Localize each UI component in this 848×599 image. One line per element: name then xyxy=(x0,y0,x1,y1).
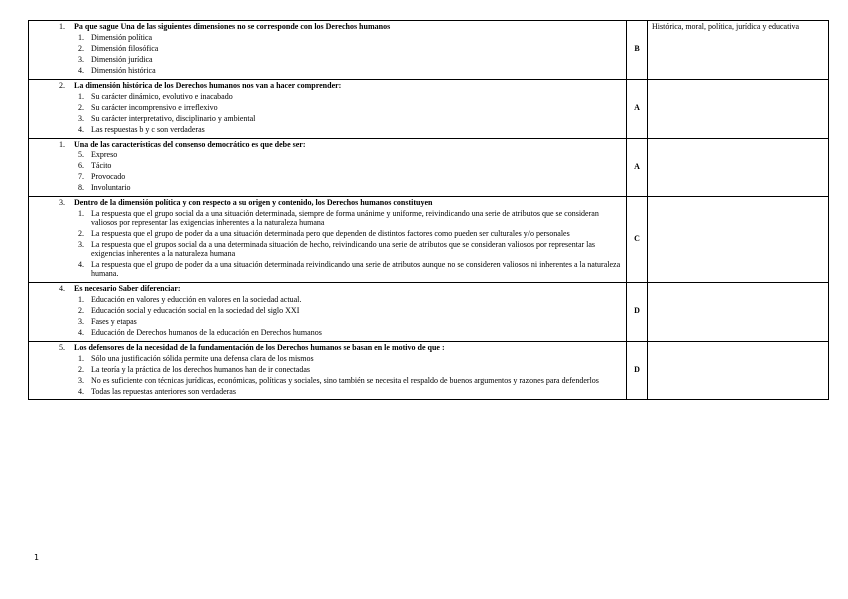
answer-letter: D xyxy=(627,341,648,400)
answer-letter: D xyxy=(627,282,648,341)
question-heading xyxy=(32,141,623,150)
option-text: Su carácter incomprensivo e irreflexivo xyxy=(91,102,218,112)
option-item xyxy=(32,388,623,397)
option-text: Fases y etapas xyxy=(91,316,137,326)
answer-note xyxy=(648,197,829,283)
option-item xyxy=(32,126,623,135)
question-text: La dimensión histórica de los Derechos humanos nos van a hacer comprender: xyxy=(74,80,342,90)
option-text: Involuntario xyxy=(91,183,131,193)
option-number: 3. xyxy=(78,240,84,250)
question-heading xyxy=(32,82,623,91)
option-text: Su carácter dinámico, evolutivo e inacabado xyxy=(91,91,233,101)
option-number: 4. xyxy=(78,386,84,396)
option-item xyxy=(32,261,623,279)
option-text: No es suficiente con técnicas jurídicas, económicas, políticas y sociales, sino también se necesita el respaldo de buenos argumentos y razones para defenderlos xyxy=(91,375,599,385)
option-item xyxy=(32,56,623,65)
question-number: 5. xyxy=(59,342,65,352)
question-heading xyxy=(32,199,623,208)
option-item xyxy=(32,329,623,338)
option-item xyxy=(32,173,623,182)
question-row xyxy=(29,282,829,341)
question-text: Es necesario Saber diferenciar: xyxy=(74,283,181,293)
option-item xyxy=(32,67,623,76)
option-text: Su carácter interpretativo, disciplinario y ambiental xyxy=(91,113,256,123)
question-cell xyxy=(29,138,627,197)
option-item xyxy=(32,210,623,228)
question-heading xyxy=(32,285,623,294)
option-text: Educación de Derechos humanos de la educación en Derechos humanos xyxy=(91,327,322,337)
option-text: Dimensión histórica xyxy=(91,65,156,75)
option-item xyxy=(32,355,623,364)
option-text: Dimensión filosófica xyxy=(91,43,159,53)
answer-note xyxy=(648,282,829,341)
option-number: 2. xyxy=(78,364,84,374)
option-text: Todas las repuestas anteriores son verdaderas xyxy=(91,386,236,396)
option-item xyxy=(32,296,623,305)
question-row xyxy=(29,21,829,80)
answer-letter: C xyxy=(627,197,648,283)
question-cell xyxy=(29,341,627,400)
option-number: 1. xyxy=(78,32,84,42)
option-item xyxy=(32,115,623,124)
option-text: Educación en valores y educción en valores en la sociedad actual. xyxy=(91,294,302,304)
question-text: Los defensores de la necesidad de la fundamentación de los Derechos humanos se basan en le motivo de que : xyxy=(74,342,445,352)
option-item xyxy=(32,45,623,54)
option-item xyxy=(32,307,623,316)
question-heading xyxy=(32,23,623,32)
option-text: La respuesta que el grupos social da a una determinada situación de hecho, reivindicando una serie de atributos que se consideran valiosos por representar las exigencias inherentes a la naturaleza humana xyxy=(91,240,596,259)
option-text: La teoría y la práctica de los derechos humanos han de ir conectadas xyxy=(91,364,311,374)
question-number: 1. xyxy=(59,139,65,149)
question-number: 1. xyxy=(59,22,65,31)
question-row xyxy=(29,138,829,197)
question-number: 4. xyxy=(59,283,65,293)
option-item xyxy=(32,162,623,171)
option-item xyxy=(32,366,623,375)
option-text: La respuesta que el grupo de poder da a una situación determinada pero que dependen de distintos factores como pueden ser culturales y/o personales xyxy=(91,229,570,239)
option-item xyxy=(32,377,623,386)
option-number: 3. xyxy=(78,54,84,64)
answer-letter: A xyxy=(627,138,648,197)
option-number: 2. xyxy=(78,229,84,239)
option-number: 1. xyxy=(78,294,84,304)
option-number: 1. xyxy=(78,209,84,219)
option-number: 4. xyxy=(78,65,84,75)
answer-note: Histórica, moral, política, jurídica y educativa xyxy=(648,21,829,80)
option-text: Provocado xyxy=(91,172,126,182)
question-cell xyxy=(29,282,627,341)
answer-note xyxy=(648,341,829,400)
option-number: 2. xyxy=(78,305,84,315)
option-number: 4. xyxy=(78,260,84,270)
option-text: Tácito xyxy=(91,161,112,171)
question-number: 3. xyxy=(59,198,65,208)
option-number: 1. xyxy=(78,353,84,363)
option-item xyxy=(32,151,623,160)
option-item xyxy=(32,104,623,113)
question-row xyxy=(29,79,829,138)
option-number: 8. xyxy=(78,183,84,193)
option-number: 7. xyxy=(78,172,84,182)
answer-letter: B xyxy=(627,21,648,80)
question-text: Dentro de la dimensión política y con respecto a su origen y contenido, los Derechos humanos constituyen xyxy=(74,198,433,208)
option-item xyxy=(32,230,623,239)
option-text: Educación social y educación social en la sociedad del siglo XXI xyxy=(91,305,300,315)
option-text: Sólo una justificación sólida permite una defensa clara de los mismos xyxy=(91,353,314,363)
question-row xyxy=(29,341,829,400)
option-text: Las respuestas b y c son verdaderas xyxy=(91,124,205,134)
option-item xyxy=(32,34,623,43)
question-cell xyxy=(29,21,627,80)
option-number: 2. xyxy=(78,102,84,112)
option-item xyxy=(32,241,623,259)
option-number: 6. xyxy=(78,161,84,171)
question-cell xyxy=(29,79,627,138)
option-item xyxy=(32,318,623,327)
answer-note xyxy=(648,138,829,197)
questions-table xyxy=(28,20,829,400)
option-number: 4. xyxy=(78,327,84,337)
question-cell xyxy=(29,197,627,283)
option-number: 5. xyxy=(78,150,84,160)
page-number: 1 xyxy=(34,553,40,562)
option-number: 1. xyxy=(78,91,84,101)
answer-note xyxy=(648,79,829,138)
option-item xyxy=(32,184,623,193)
answer-letter: A xyxy=(627,79,648,138)
question-heading xyxy=(32,344,623,353)
option-number: 4. xyxy=(78,124,84,134)
option-text: La respuesta que el grupo social da a una situación determinada, siempre de forma unánime y uniforme, reivindicando una serie de atributos que se consideran valiosos por representar las exigencias inherentes a la naturaleza humana xyxy=(91,209,599,228)
option-number: 2. xyxy=(78,43,84,53)
option-text: Expreso xyxy=(91,150,118,160)
question-row xyxy=(29,197,829,283)
question-text: Una de las características del consenso democrático es que debe ser: xyxy=(74,139,306,149)
option-text: Dimensión jurídica xyxy=(91,54,153,64)
option-text: Dimensión política xyxy=(91,32,153,42)
option-number: 3. xyxy=(78,113,84,123)
question-text: Pa que sague Una de las siguientes dimensiones no se corresponde con los Derechos humanos xyxy=(74,22,391,31)
question-number: 2. xyxy=(59,80,65,90)
option-number: 3. xyxy=(78,375,84,385)
option-number: 3. xyxy=(78,316,84,326)
option-item xyxy=(32,93,623,102)
option-text: La respuesta que el grupo de poder da a una situación determinada reivindicando una serie de atributos aunque no se consideren valiosos ni inherentes a la naturaleza humana. xyxy=(91,260,621,278)
